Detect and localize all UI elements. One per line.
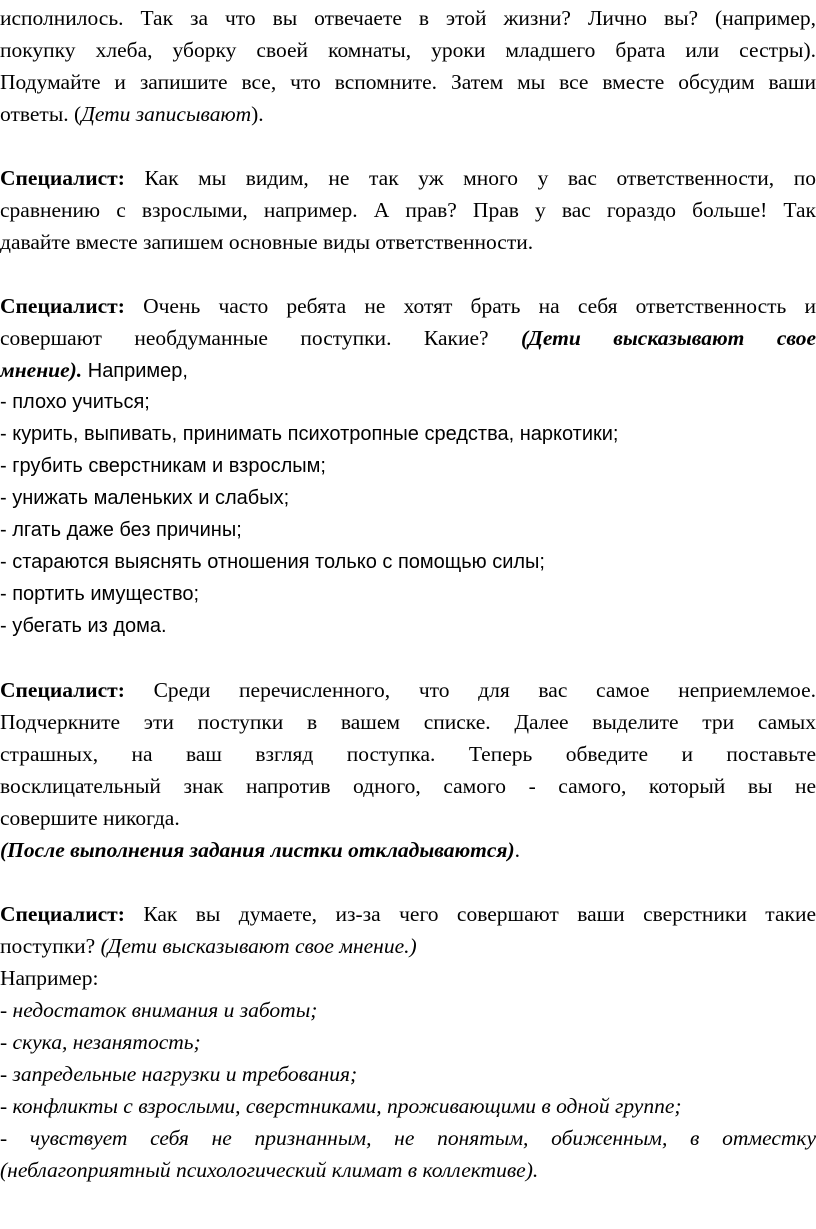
intro-line-3: Подумайте и запишите все, что вспомните. Затем мы все вместе обсудим ваши	[0, 70, 816, 94]
list-item: - портить имущество;	[0, 583, 200, 605]
intro-line-4	[0, 98, 816, 130]
block3-text-end: .	[514, 838, 521, 862]
intro-text-end: ).	[251, 102, 264, 126]
block3-line-2: Подчеркните эти поступки в вашем списке. Далее выделите три самых	[0, 710, 816, 734]
block3-line-5: совершите никогда.	[0, 806, 180, 830]
list-item: - запредельные нагрузки и требования;	[0, 1062, 358, 1086]
block2-line-2	[0, 322, 816, 354]
list-item: - грубить сверстникам и взрослым;	[0, 455, 326, 477]
block3-text: Среди перечисленного, что для вас самое неприемлемое.	[124, 678, 816, 702]
block2-line-3	[0, 354, 816, 387]
speaker-label: Специалист:	[0, 902, 125, 926]
list-item: - убегать из дома.	[0, 615, 167, 637]
list-item: - курить, выпивать, принимать психотропные средства, наркотики;	[0, 423, 619, 445]
block2-italic-note: (Дети высказывают свое	[521, 326, 816, 350]
block4-italic-note: (Дети высказывают свое мнение.)	[100, 934, 417, 958]
intro-italic-note: Дети записывают	[81, 102, 252, 126]
block2-text: совершают необдуманные поступки. Какие?	[0, 326, 522, 350]
intro-line-2: покупку хлеба, уборку своей комнаты, уроки младшего брата или сестры).	[0, 38, 816, 62]
block3-italic-note: (После выполнения задания листки откладываются)	[0, 838, 515, 862]
list-item: - чувствует себя не признанным, не понятым, обиженным, в отместку	[0, 1126, 816, 1150]
list-item: - плохо учиться;	[0, 391, 150, 413]
block1-line-3: давайте вместе запишем основные виды ответственности.	[0, 230, 534, 254]
block2-line-1	[0, 290, 816, 322]
block1-line-1	[0, 162, 816, 194]
list-item: - недостаток внимания и заботы;	[0, 998, 318, 1022]
list-item: - скука, незанятость;	[0, 1030, 201, 1054]
block4-line-1	[0, 898, 816, 930]
block3-line-6	[0, 834, 816, 866]
list-item: - стараются выяснять отношения только с помощью силы;	[0, 551, 545, 573]
block2-text: Очень часто ребята не хотят брать на себя ответственность и	[124, 294, 816, 318]
list-item: - унижать маленьких и слабых;	[0, 487, 290, 509]
list-item: - конфликты с взрослыми, сверстниками, проживающими в одной группе;	[0, 1094, 682, 1118]
block3-line-3: страшных, на ваш взгляд поступка. Теперь обведите и поставьте	[0, 742, 816, 766]
block4-line-3: Например:	[0, 966, 99, 990]
block3-line-4: восклицательный знак напротив одного, самого - самого, который вы не	[0, 774, 816, 798]
speaker-label: Специалист:	[0, 166, 125, 190]
intro-line-1: исполнилось. Так за что вы отвечаете в этой жизни? Лично вы? (например,	[0, 6, 816, 30]
block1-line-2: сравнению с взрослыми, например. А прав? Прав у вас гораздо больше! Так	[0, 198, 816, 222]
block2-example-label: Например,	[82, 360, 188, 382]
block4-text: поступки?	[0, 934, 101, 958]
block3-line-1	[0, 674, 816, 706]
speaker-label: Специалист:	[0, 678, 125, 702]
list-item: - лгать даже без причины;	[0, 519, 242, 541]
block4-text: Как вы думаете, из-за чего совершают ваши сверстники такие	[124, 902, 816, 926]
block4-line-2	[0, 930, 816, 962]
list-item-continuation: (неблагоприятный психологический климат в коллективе).	[0, 1158, 539, 1182]
speaker-label: Специалист:	[0, 294, 125, 318]
intro-text: ответы. (	[0, 102, 82, 126]
block1-text: Как мы видим, не так уж много у вас ответственности, по	[124, 166, 816, 190]
block2-italic-note-end: мнение).	[0, 358, 83, 382]
